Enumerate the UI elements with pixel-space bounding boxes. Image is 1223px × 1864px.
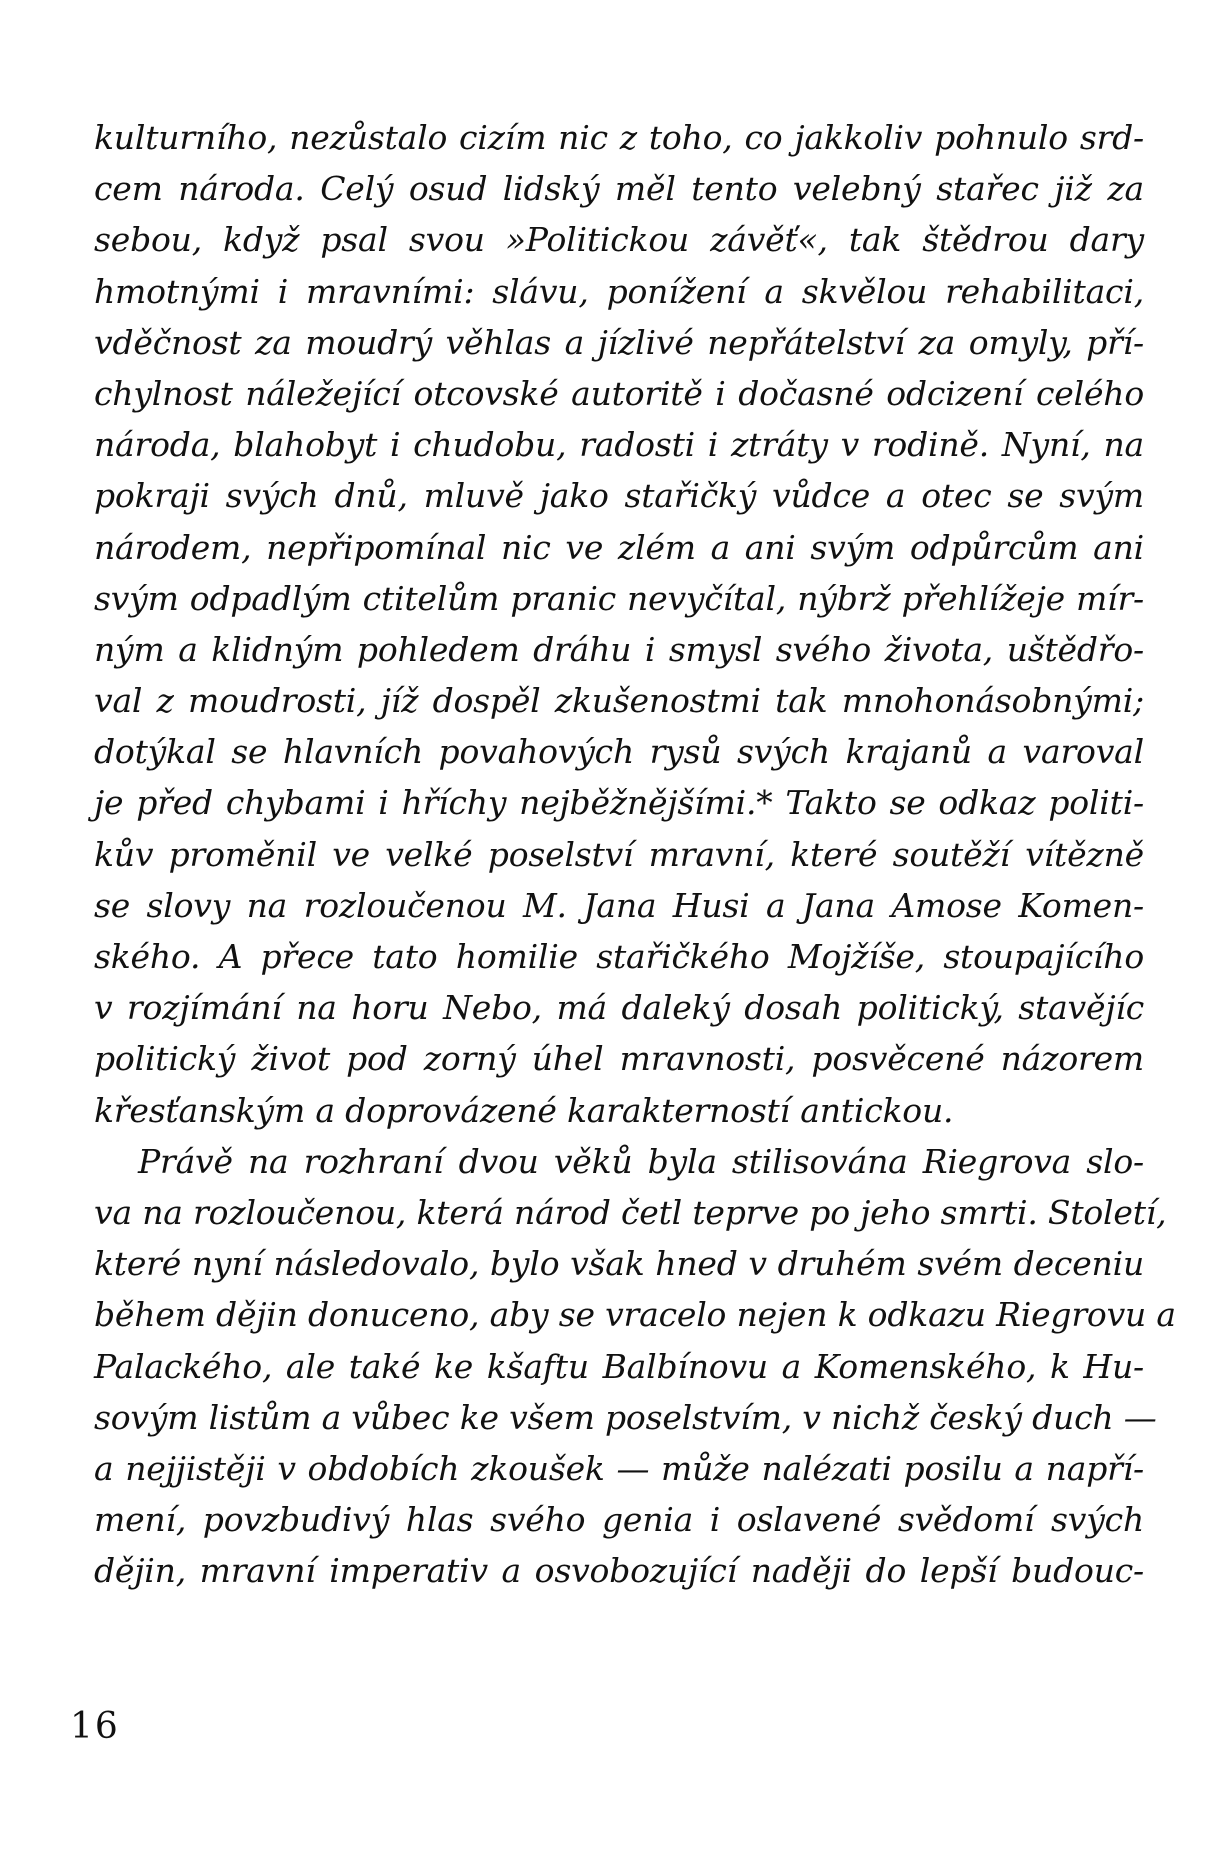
text-line: národa, blahobyt i chudobu, radosti i ztráty v rodině. Nyní, na <box>94 425 1144 465</box>
page-number: 16 <box>70 1706 120 1747</box>
text-line: hmotnými i mravními: slávu, ponížení a skvělou rehabilitaci, <box>94 271 1144 311</box>
text-line: val z moudrosti, jíž dospěl zkušenostmi tak mnohonásobnými; <box>94 681 1144 721</box>
text-line: va na rozloučenou, která národ četl teprve po jeho smrti. Století, <box>94 1192 1167 1232</box>
text-line: pokraji svých dnů, mluvě jako stařičký vůdce a otec se svým <box>94 476 1144 516</box>
paragraph-1 <box>94 112 1144 1136</box>
text-line: dotýkal se hlavních povahových rysů svých krajanů a varoval <box>94 732 1144 772</box>
text-line: ným a klidným pohledem dráhu i smysl svého života, uštědřo- <box>94 629 1144 669</box>
text-line: a nejjistěji v obdobích zkoušek — může nalézati posilu a napří- <box>94 1448 1144 1488</box>
text-line: sovým listům a vůbec ke všem poselstvím, v nichž český duch — <box>94 1397 1157 1437</box>
text-line: v rozjímání na horu Nebo, má daleký dosah politický, stavějíc <box>94 988 1144 1028</box>
text-line: během dějin donuceno, aby se vracelo nejen k odkazu Riegrovu a <box>94 1295 1176 1335</box>
body-text <box>94 112 1176 1596</box>
text-line: dějin, mravní imperativ a osvobozující naději do lepší budouc- <box>94 1551 1144 1591</box>
text-line: Palackého, ale také ke kšaftu Balbínovu a Komenského, k Hu- <box>94 1346 1144 1386</box>
text-line: Právě na rozhraní dvou věků byla stilisována Riegrova slo- <box>138 1141 1144 1181</box>
text-line: je před chybami i hříchy nejběžnějšími.* Takto se odkaz politi- <box>94 783 1144 823</box>
text-line: vděčnost za moudrý věhlas a jízlivé nepřátelství za omyly, pří- <box>94 322 1144 362</box>
text-line: sebou, když psal svou »Politickou závěť«, tak štědrou dary <box>94 220 1144 260</box>
text-line: chylnost náležející otcovské autoritě i dočasné odcizení celého <box>94 373 1144 413</box>
text-line: které nyní následovalo, bylo však hned v druhém svém deceniu <box>94 1244 1144 1284</box>
text-line: kův proměnil ve velké poselství mravní, které soutěží vítězně <box>94 834 1144 874</box>
text-line: křesťanským a doprovázené karakterností antickou. <box>94 1090 954 1130</box>
paragraph-2 <box>94 1136 1176 1597</box>
text-line: cem národa. Celý osud lidský měl tento velebný stařec již za <box>94 169 1144 209</box>
text-line: se slovy na rozloučenou M. Jana Husi a Jana Amose Komen- <box>94 885 1144 925</box>
text-line: kulturního, nezůstalo cizím nic z toho, co jakkoliv pohnulo srd- <box>94 118 1144 157</box>
text-line: politický život pod zorný úhel mravnosti, posvěcené názorem <box>94 1039 1144 1079</box>
text-line: národem, nepřipomínal nic ve zlém a ani svým odpůrcům ani <box>94 527 1144 567</box>
text-line: ského. A přece tato homilie stařičkého Mojžíše, stoupajícího <box>94 937 1144 976</box>
text-line: svým odpadlým ctitelům pranic nevyčítal, nýbrž přehlížeje mír- <box>94 578 1144 618</box>
text-line: mení, povzbudivý hlas svého genia i oslavené svědomí svých <box>94 1500 1144 1540</box>
